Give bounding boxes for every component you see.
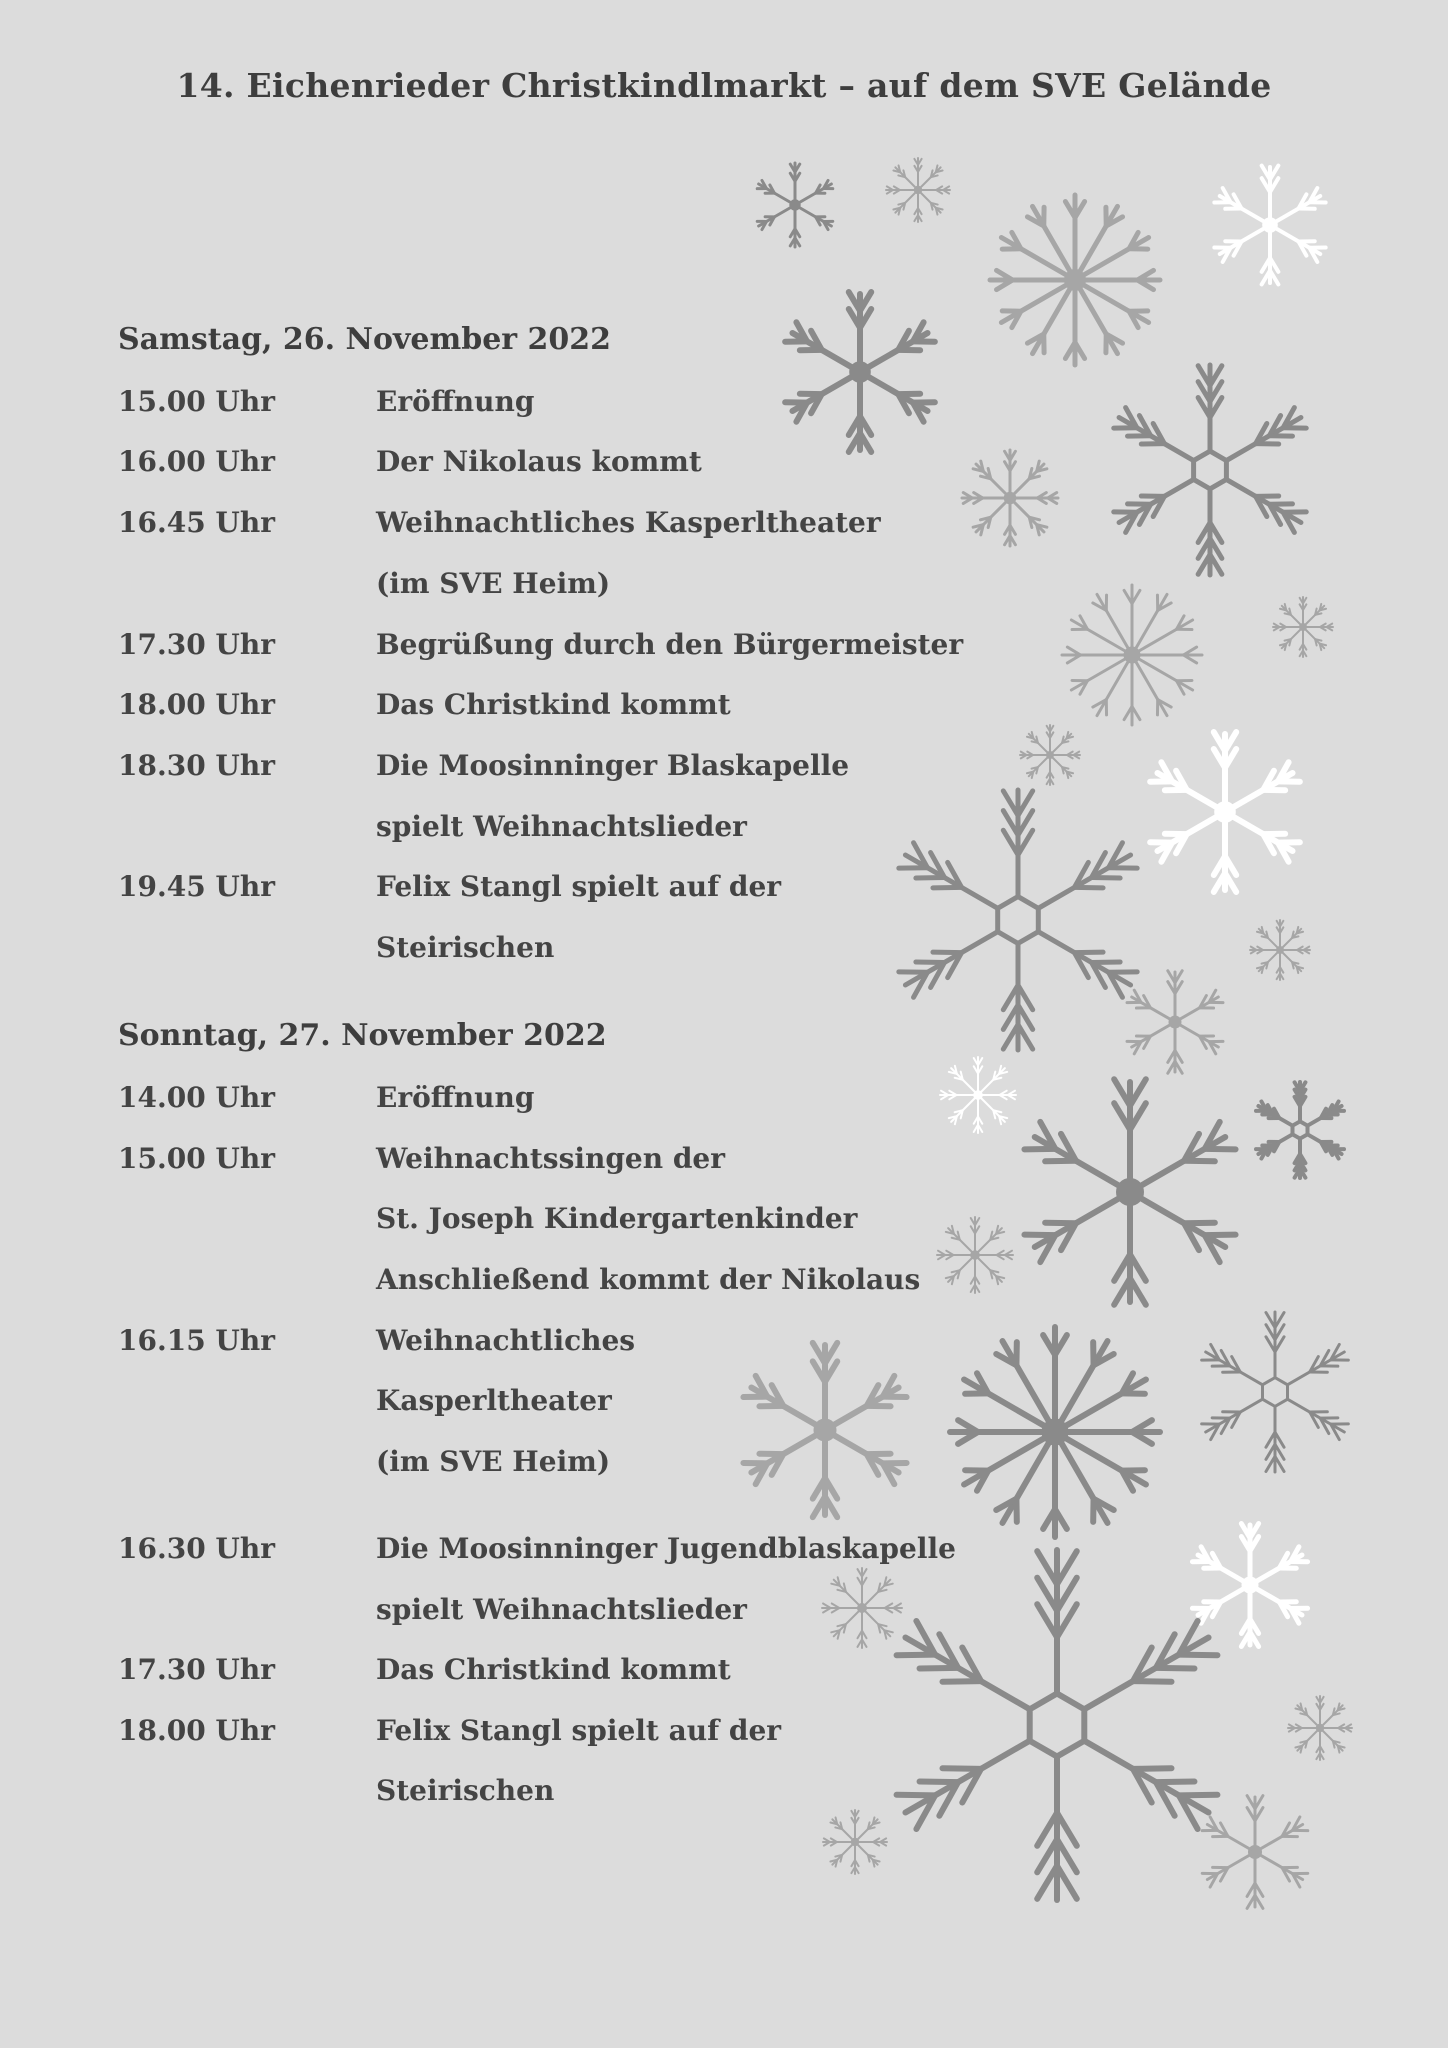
event-time: 18.00 Uhr <box>118 1714 275 1747</box>
event-title: (im SVE Heim) <box>376 567 611 600</box>
event-title: Felix Stangl spielt auf der <box>376 870 782 903</box>
event-title: Begrüßung durch den Bürgermeister <box>376 628 964 661</box>
snowflake-icon <box>1202 1312 1349 1472</box>
event-time: 18.00 Uhr <box>118 688 275 721</box>
event-title: Kasperltheater <box>376 1384 612 1417</box>
snowflake-icon <box>1192 1524 1307 1647</box>
snowflake-icon <box>1214 166 1325 285</box>
snowflake-icon <box>1127 971 1223 1073</box>
snowflake-icon <box>1288 1696 1352 1760</box>
snowflake-icon <box>823 1810 887 1874</box>
snowflake-icon <box>899 790 1137 1050</box>
event-time: 17.30 Uhr <box>118 628 275 661</box>
snowflake-icon <box>1256 1082 1344 1178</box>
snowflake-icon <box>757 163 833 247</box>
snowflake-icon <box>897 1550 1218 1900</box>
event-title: Der Nikolaus kommt <box>376 445 702 478</box>
event-title: Eröffnung <box>376 385 535 418</box>
day-heading-saturday: Samstag, 26. November 2022 <box>118 322 612 357</box>
event-time: 16.45 Uhr <box>118 506 275 539</box>
snowflake-icon <box>1150 732 1300 892</box>
event-title: Weihnachtliches Kasperltheater <box>376 506 881 539</box>
snowflake-icon <box>940 1057 1016 1133</box>
event-time: 18.30 Uhr <box>118 749 275 782</box>
event-time: 16.00 Uhr <box>118 445 275 478</box>
event-time: 19.45 Uhr <box>118 870 275 903</box>
event-title: Eröffnung <box>376 1081 535 1114</box>
event-title: Die Moosinninger Jugendblaskapelle <box>376 1532 956 1565</box>
snowflake-icon <box>822 1568 902 1648</box>
event-title: Die Moosinninger Blaskapelle <box>376 749 850 782</box>
event-time: 16.30 Uhr <box>118 1532 275 1565</box>
snowflake-icon <box>937 1217 1013 1293</box>
event-title: spielt Weihnachtslieder <box>376 1593 747 1626</box>
snowflake-icon <box>950 1327 1160 1537</box>
event-title: St. Joseph Kindergartenkinder <box>376 1202 858 1235</box>
event-time: 14.00 Uhr <box>118 1081 275 1114</box>
event-time: 15.00 Uhr <box>118 1142 275 1175</box>
snowflake-icon <box>886 158 950 222</box>
snowflake-icon <box>785 292 935 452</box>
event-title: Steirischen <box>376 931 555 964</box>
event-time: 17.30 Uhr <box>118 1653 275 1686</box>
event-title: (im SVE Heim) <box>376 1445 611 1478</box>
snowflake-icon <box>1273 597 1333 657</box>
snowflake-icon <box>1024 1079 1235 1304</box>
event-title: Steirischen <box>376 1774 555 1807</box>
event-title: spielt Weihnachtslieder <box>376 810 747 843</box>
day-heading-sunday: Sonntag, 27. November 2022 <box>118 1018 607 1053</box>
event-time: 15.00 Uhr <box>118 385 275 418</box>
event-title: Felix Stangl spielt auf der <box>376 1714 782 1747</box>
event-title: Weihnachtssingen der <box>376 1142 725 1175</box>
snowflake-icon <box>1202 1796 1308 1909</box>
snowflake-icon <box>1114 365 1307 575</box>
snowflake-icon <box>1062 585 1202 725</box>
snowflake-icon <box>743 1343 906 1517</box>
snowflake-icon <box>962 450 1058 546</box>
event-title: Das Christkind kommt <box>376 1653 731 1686</box>
snowflake-icon <box>1020 725 1080 785</box>
snowflake-icon <box>990 195 1160 365</box>
page-title: 14. Eichenrieder Christkindlmarkt – auf dem SVE Gelände <box>176 66 1272 105</box>
event-title: Das Christkind kommt <box>376 688 731 721</box>
event-time: 16.15 Uhr <box>118 1324 275 1357</box>
event-title: Anschließend kommt der Nikolaus <box>376 1263 921 1296</box>
snowflake-icon <box>1250 920 1310 980</box>
event-title: Weihnachtliches <box>376 1324 636 1357</box>
